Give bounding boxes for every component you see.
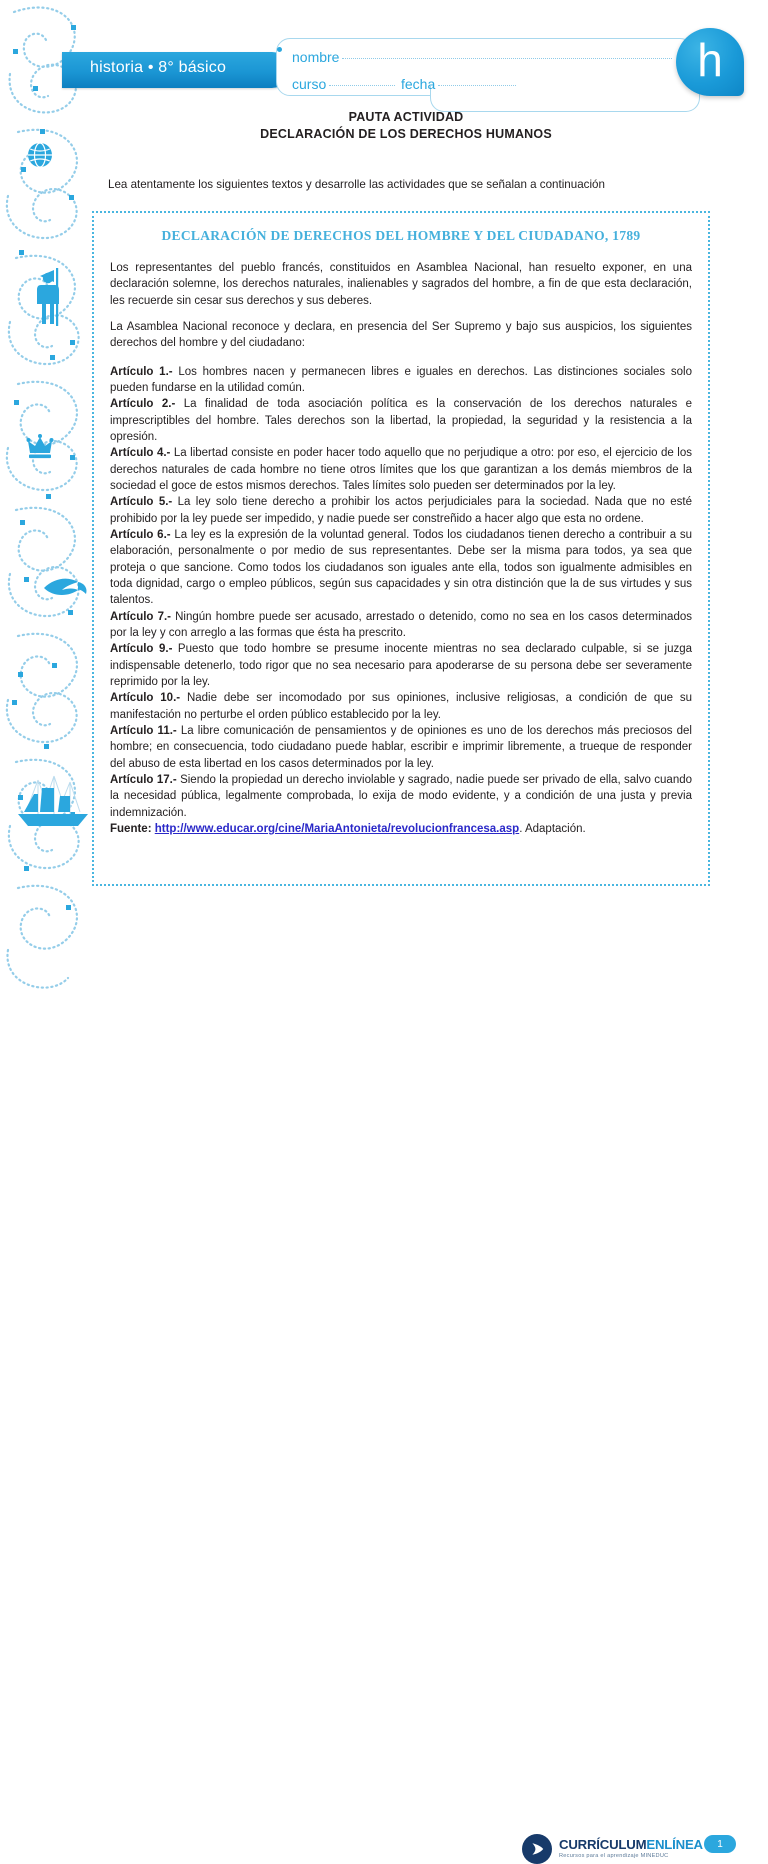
article-paragraph xyxy=(110,723,692,772)
globe-icon xyxy=(28,143,52,167)
decorative-left-border xyxy=(0,0,96,994)
crown-icon xyxy=(27,434,54,458)
articles-list xyxy=(110,364,692,821)
article-paragraph xyxy=(110,364,692,397)
logo-wordmark-main: CURRÍCULUM xyxy=(559,1837,647,1853)
intro-paragraphs xyxy=(110,260,692,352)
page-subtitle: DECLARACIÓN DE LOS DERECHOS HUMANOS xyxy=(260,127,552,141)
page-footer xyxy=(0,912,768,1860)
page-title: PAUTA ACTIVIDAD xyxy=(348,110,464,124)
source-suffix: . Adaptación. xyxy=(519,822,586,835)
instruction-text: Lea atentamente los siguientes textos y desarrolle las actividades que se señalan a continuación xyxy=(108,178,605,191)
article-paragraph xyxy=(110,690,692,723)
subject-badge-h xyxy=(676,28,744,96)
curriculum-en-linea-logo xyxy=(522,1834,703,1864)
person-with-flag-icon xyxy=(37,268,59,326)
source-url-link[interactable]: http://www.educar.org/cine/MariaAntonieta/revolucionfrancesa.asp xyxy=(154,822,520,835)
article-text: La libre comunicación de pensamientos y de opiniones es uno de los derechos más preciosos del hombre; en consecuencia, todo ciudadano puede hablar, escribir e imprimir libremente, a trueque de responder del abuso de esta libertad en los casos determinados por la ley. xyxy=(110,724,692,770)
fecha-input[interactable] xyxy=(438,85,516,86)
source-label: Fuente: xyxy=(110,822,155,835)
intro-paragraph: La Asamblea Nacional reconoce y declara, en presencia del Ser Supremo y bajo sus auspicios, los siguientes derechos del hombre y del ciudadano: xyxy=(110,320,692,350)
source-text-heading: DECLARACIÓN DE DERECHOS DEL HOMBRE Y DEL CIUDADANO, 1789 xyxy=(161,228,641,243)
logo-tagline: Recursos para el aprendizaje MINEDUC xyxy=(559,1853,669,1860)
nombre-field-row[interactable] xyxy=(292,49,686,65)
article-number: Artículo 6.- xyxy=(110,528,171,541)
subject-badge-letter: h xyxy=(697,34,723,86)
source-citation xyxy=(110,821,692,837)
article-paragraph xyxy=(110,641,692,690)
article-text: Siendo la propiedad un derecho inviolable y sagrado, nadie puede ser privado de ella, salvo cuando la necesidad pública, legalmente comprobada, lo exija de modo evidente, y a condición de una justa y previa indemnización. xyxy=(110,773,693,819)
play-arrow-icon xyxy=(522,1834,552,1864)
page-number-badge: 1 xyxy=(704,1835,736,1853)
subject-tab xyxy=(62,52,290,88)
frame-anchor-dot xyxy=(277,47,282,52)
curso-field-row[interactable] xyxy=(292,76,395,92)
article-text: La finalidad de toda asociación política es la conservación de los derechos naturales e imprescriptibles del hombre. Tales derechos son la libertad, la propiedad, la seguridad y la resistencia a la opresión. xyxy=(110,398,693,443)
logo-wordmark xyxy=(559,1838,703,1851)
intro-paragraph: Los representantes del pueblo francés, constituidos en Asamblea Nacional, han resuelto exponer, en una declaración solemne, los derechos naturales, inalienables y sagrados del hombre, a fin de que esta declaración, les recuerde sin cesar sus derechos y sus deberes. xyxy=(110,262,692,307)
article-text: Puesto que todo hombre se presume inocente mientras no sea declarado culpable, si se juzga indispensable detenerlo, todo rigor que no sea necesario para apoderarse de su persona debe ser severamente reprimido por la ley. xyxy=(110,643,693,688)
article-number: Artículo 2.- xyxy=(110,398,176,411)
article-text: La libertad consiste en poder hacer todo aquello que no perjudique a otro: por eso, el ejercicio de los derechos naturales de cada hombre no tiene otros límites que los que garantizan a los demás miembros de la sociedad el goce de estos mismos derechos. Tales límites solo pueden ser determinados por la ley. xyxy=(110,447,692,492)
article-text: La ley es la expresión de la voluntad general. Todos los ciudadanos tienen derecho a contribuir a su elaboración, personalmente o por medio de sus representantes. Debe ser la misma para todos, ya sea que proteja o que sancione. Como todos los ciudadanos son iguales ante ella, todos son igualmente admisibles en toda dignidad, cargo o empleo públicos, según sus capacidades y sin otra distinción que la de sus virtudes y sus talentos. xyxy=(110,528,693,607)
logo-wordmark-accent: ENLÍNEA xyxy=(646,1837,703,1853)
bird-icon xyxy=(44,579,87,595)
article-text: Nadie debe ser incomodado por sus opiniones, inclusive religiosas, a condición de que su manifestación no perturbe el orden público establecido por la ley. xyxy=(110,692,692,721)
nombre-input[interactable] xyxy=(342,58,672,59)
article-number: Artículo 11.- xyxy=(110,724,177,737)
article-paragraph xyxy=(110,445,692,494)
article-number: Artículo 9.- xyxy=(110,643,173,656)
article-text: Ningún hombre puede ser acusado, arrestado o detenido, como no sea en los casos determinados por la ley y con arreglo a las formas que ésta ha prescrito. xyxy=(110,610,692,639)
article-number: Artículo 7.- xyxy=(110,610,171,623)
article-number: Artículo 10.- xyxy=(110,692,181,705)
article-number: Artículo 1.- xyxy=(110,365,173,378)
article-text: La ley solo tiene derecho a prohibir los actos perjudiciales para la sociedad. Nada que no esté prohibido por la ley puede ser impedido, y nadie puede ser constreñido a hacer algo que esta no ordene. xyxy=(110,496,692,525)
curso-input[interactable] xyxy=(329,85,395,86)
article-text: Los hombres nacen y permanecen libres e iguales en derechos. Las distinciones sociales solo pueden fundarse en la utilidad común. xyxy=(110,365,693,394)
nombre-label: nombre xyxy=(292,49,340,65)
fecha-label: fecha xyxy=(401,76,436,92)
fecha-field-row[interactable] xyxy=(401,76,516,92)
article-paragraph xyxy=(110,527,692,609)
article-paragraph xyxy=(110,396,692,445)
article-paragraph xyxy=(110,772,692,821)
source-text-body xyxy=(94,260,708,837)
curso-label: curso xyxy=(292,76,327,92)
sailing-ship-icon xyxy=(18,776,88,826)
article-paragraph xyxy=(110,609,692,642)
article-paragraph xyxy=(110,494,692,527)
article-number: Artículo 5.- xyxy=(110,496,173,509)
subject-tab-label: historia • 8° básico xyxy=(90,59,227,76)
article-number: Artículo 4.- xyxy=(110,447,171,460)
article-number: Artículo 17.- xyxy=(110,773,177,786)
source-text-box xyxy=(92,211,710,886)
